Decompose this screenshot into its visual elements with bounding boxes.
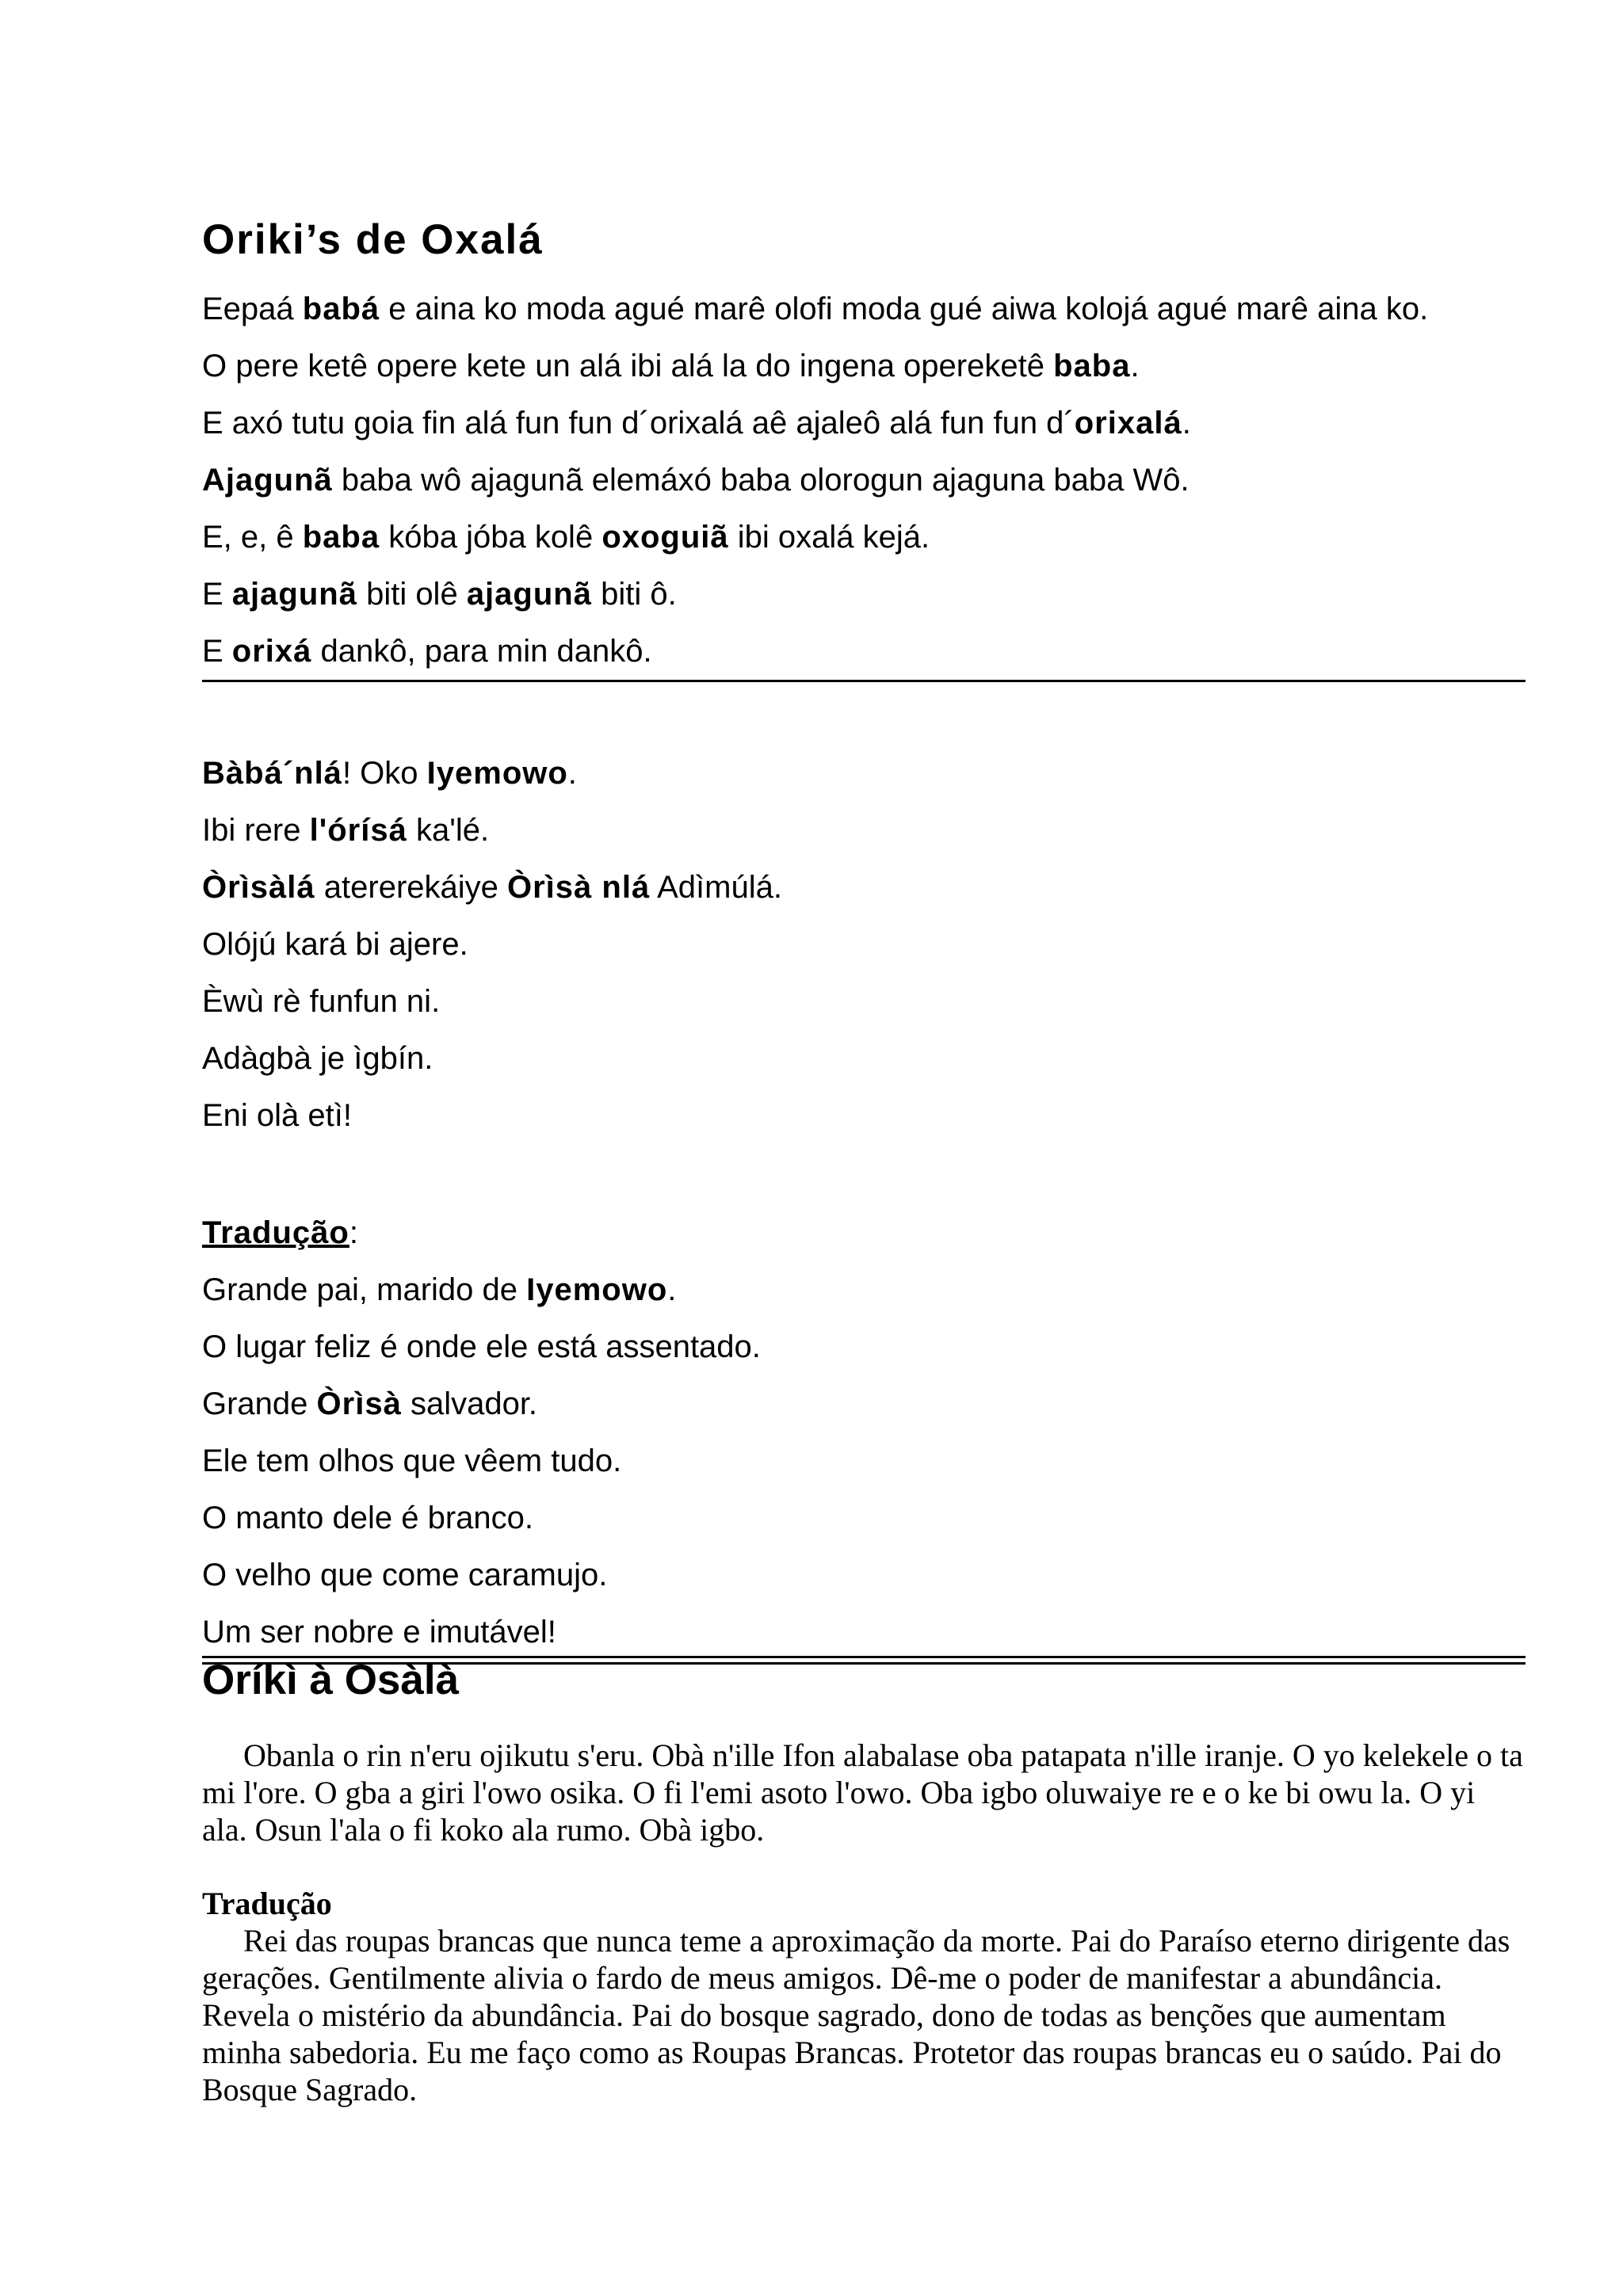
bold-term: ajagunã bbox=[231, 577, 357, 612]
text-segment: Ibi rere bbox=[202, 813, 310, 848]
bold-term: Òrìsà bbox=[316, 1386, 402, 1421]
translation-heading-line bbox=[202, 1204, 1526, 1261]
translation-block bbox=[202, 1204, 1526, 1665]
text-segment: E bbox=[202, 577, 232, 612]
text-line bbox=[202, 1489, 1526, 1547]
text-segment: . bbox=[567, 756, 577, 791]
text-line bbox=[202, 973, 1526, 1030]
oriki-lines bbox=[202, 280, 1526, 680]
osala-translation-paragraph: Rei das roupas brancas que nunca teme a aproximação da morte. Pai do Paraíso eterno dirigente das gerações. Gentilmente alivia o fardo de meus amigos. Dê-me o poder de manifestar a abundância. Revela o mistério da abundância. Pai do bosque sagrado, dono de todas as benções que aumentam minha sabedoria. Eu me faço como as Roupas Brancas. Protetor das roupas brancas eu o saúdo. Pai do Bosque Sagrado. bbox=[202, 1923, 1510, 2107]
text-segment: ! Oko bbox=[342, 756, 427, 791]
text-line bbox=[202, 1547, 1526, 1604]
text-line bbox=[202, 1261, 1526, 1318]
text-segment: dankô, para min dankô. bbox=[311, 634, 652, 669]
translation-heading-suffix: : bbox=[349, 1215, 358, 1250]
text-segment: . bbox=[667, 1272, 677, 1307]
page-title: Oriki’s de Oxalá bbox=[202, 216, 544, 263]
yoruba-lines bbox=[202, 745, 1526, 1144]
text-segment: Grande pai, marido de bbox=[202, 1272, 527, 1307]
text-line bbox=[202, 280, 1526, 338]
text-line bbox=[202, 1432, 1526, 1489]
text-line bbox=[202, 566, 1526, 623]
bold-term: l'órísá bbox=[309, 813, 407, 848]
text-line bbox=[202, 745, 1526, 802]
text-segment: biti olê bbox=[357, 577, 467, 612]
oriki-osala-paragraph: Obanla o rin n'eru ojikutu s'eru. Obà n'ille Ifon alabalase oba patapata n'ille iranje. O yo kelekele o ta mi l'ore. O gba a giri l'owo osika. O fi l'emi asoto l'owo. Oba igbo oluwaiye re e o ke bi owu la. O yi ala. Osun l'ala o fi koko ala rumo. Obà igbo. bbox=[202, 1737, 1523, 1848]
oriki-osala-block bbox=[202, 1737, 1526, 2108]
bold-term: Òrìsàlá bbox=[202, 870, 315, 905]
text-line bbox=[202, 1087, 1526, 1144]
bold-term: Bàbá´nlá bbox=[202, 756, 342, 791]
text-segment: Ele tem olhos que vêem tudo. bbox=[202, 1444, 622, 1478]
text-segment: Olójú kará bi ajere. bbox=[202, 927, 468, 962]
text-segment: salvador. bbox=[401, 1386, 538, 1421]
text-segment: Èwù rè funfun ni. bbox=[202, 984, 441, 1019]
bold-term: Òrìsà nlá bbox=[507, 870, 651, 905]
text-line bbox=[202, 859, 1526, 916]
text-segment: . bbox=[1130, 349, 1140, 383]
text-line bbox=[202, 916, 1526, 973]
text-segment: ibi oxalá kejá. bbox=[728, 520, 930, 555]
text-segment: e aina ko moda agué marê olofi moda gué aiwa kolojá agué marê aina ko. bbox=[380, 292, 1429, 326]
text-segment: atererekáiye bbox=[315, 870, 507, 905]
text-line bbox=[202, 623, 1526, 680]
text-line bbox=[202, 1604, 1526, 1661]
bold-term: Iyemowo bbox=[526, 1272, 668, 1307]
bold-term: orixá bbox=[231, 634, 312, 669]
section-title-oriki-osala: Oríkì à Osàlà bbox=[202, 1657, 460, 1703]
osala-translation-heading: Tradução bbox=[202, 1886, 332, 1921]
text-segment: Adìmúlá. bbox=[650, 870, 782, 905]
text-segment: Adàgbà je ìgbín. bbox=[202, 1041, 433, 1076]
text-segment: E bbox=[202, 634, 232, 669]
text-segment: O velho que come caramujo. bbox=[202, 1558, 608, 1592]
bold-term: ajagunã bbox=[466, 577, 592, 612]
text-line bbox=[202, 802, 1526, 859]
text-segment: O pere ketê opere kete un alá ibi alá la do ingena opereketê bbox=[202, 349, 1054, 383]
text-segment: O manto dele é branco. bbox=[202, 1501, 534, 1535]
bold-term: Iyemowo bbox=[426, 756, 568, 791]
text-segment: ka'lé. bbox=[407, 813, 490, 848]
text-segment: Eepaá bbox=[202, 292, 303, 326]
text-segment: kóba jóba kolê bbox=[380, 520, 602, 555]
bold-term: baba bbox=[1053, 349, 1131, 383]
text-segment: baba wô ajagunã elemáxó baba olorogun ajaguna baba Wô. bbox=[332, 463, 1190, 498]
bold-term: babá bbox=[302, 292, 380, 326]
text-line bbox=[202, 509, 1526, 566]
text-segment: Grande bbox=[202, 1386, 317, 1421]
yoruba-lines-block bbox=[202, 745, 1526, 1144]
text-line bbox=[202, 1030, 1526, 1087]
text-line bbox=[202, 1375, 1526, 1432]
text-segment: Eni olà etì! bbox=[202, 1098, 353, 1133]
text-line bbox=[202, 395, 1526, 452]
text-segment: E, e, ê bbox=[202, 520, 303, 555]
translation-lines bbox=[202, 1261, 1526, 1661]
bold-term: orixalá bbox=[1074, 406, 1182, 441]
section-divider bbox=[202, 680, 1526, 682]
text-segment: biti ô. bbox=[591, 577, 677, 612]
text-segment: . bbox=[1182, 406, 1191, 441]
oriki-lines-block bbox=[202, 280, 1526, 682]
bold-term: Ajagunã bbox=[202, 463, 333, 498]
bold-term: oxoguiã bbox=[601, 520, 729, 555]
translation-heading: Tradução bbox=[202, 1215, 349, 1250]
text-segment: E axó tutu goia fin alá fun fun d´orixalá aê ajaleô alá fun fun d´ bbox=[202, 406, 1075, 441]
text-line bbox=[202, 1318, 1526, 1375]
text-line bbox=[202, 452, 1526, 509]
text-segment: O lugar feliz é onde ele está assentado. bbox=[202, 1329, 761, 1364]
text-segment: Um ser nobre e imutável! bbox=[202, 1615, 556, 1650]
bold-term: baba bbox=[302, 520, 380, 555]
text-line bbox=[202, 338, 1526, 395]
